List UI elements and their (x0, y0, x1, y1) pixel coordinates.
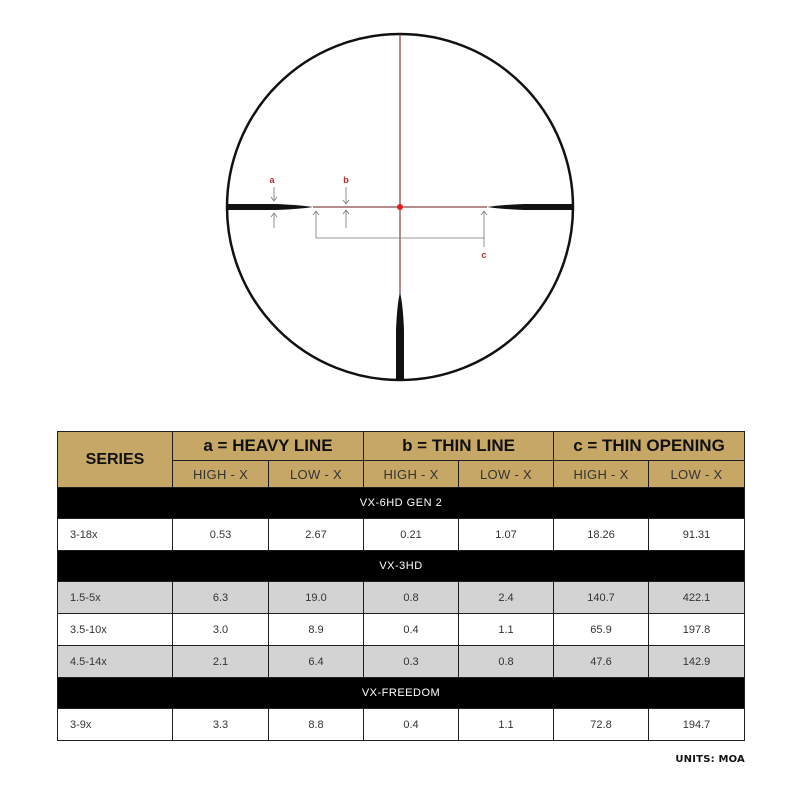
value-cell: 194.7 (649, 709, 745, 741)
value-cell: 1.1 (459, 614, 554, 646)
value-cell: 0.21 (364, 519, 459, 551)
thin-opening-header: c = THIN OPENING (554, 432, 745, 461)
table-row (58, 519, 745, 551)
value-cell: 65.9 (554, 614, 649, 646)
label-a: a (269, 175, 275, 185)
value-cell: 0.8 (364, 582, 459, 614)
value-cell: 197.8 (649, 614, 745, 646)
model-cell: 1.5-5x (58, 582, 173, 614)
section-vx3hd: VX-3HD (58, 551, 745, 582)
model-cell: 3-9x (58, 709, 173, 741)
label-c: c (481, 250, 487, 260)
left-heavy-post (228, 204, 313, 210)
value-cell: 6.4 (269, 646, 364, 678)
value-cell: 2.4 (459, 582, 554, 614)
subheader-low-x: LOW - X (269, 461, 364, 488)
thin-line-header: b = THIN LINE (364, 432, 554, 461)
series-header: SERIES (58, 432, 173, 488)
table-row (58, 709, 745, 741)
right-heavy-post (487, 204, 572, 210)
table-row (58, 614, 745, 646)
model-cell: 3.5-10x (58, 614, 173, 646)
value-cell: 72.8 (554, 709, 649, 741)
section-vx-freedom: VX-FREEDOM (58, 678, 745, 709)
subheader-low-x: LOW - X (649, 461, 745, 488)
value-cell: 2.1 (173, 646, 269, 678)
value-cell: 0.4 (364, 614, 459, 646)
subheader-high-x: HIGH - X (173, 461, 269, 488)
value-cell: 18.26 (554, 519, 649, 551)
value-cell: 140.7 (554, 582, 649, 614)
center-dot (397, 204, 403, 210)
subheader-high-x: HIGH - X (554, 461, 649, 488)
value-cell: 19.0 (269, 582, 364, 614)
value-cell: 0.53 (173, 519, 269, 551)
value-cell: 3.3 (173, 709, 269, 741)
subheader-low-x: LOW - X (459, 461, 554, 488)
value-cell: 6.3 (173, 582, 269, 614)
bottom-heavy-post (396, 292, 404, 380)
value-cell: 142.9 (649, 646, 745, 678)
value-cell: 2.67 (269, 519, 364, 551)
table-row (58, 646, 745, 678)
table-row (58, 582, 745, 614)
value-cell: 1.07 (459, 519, 554, 551)
value-cell: 91.31 (649, 519, 745, 551)
heavy-line-header: a = HEAVY LINE (173, 432, 364, 461)
value-cell: 1.1 (459, 709, 554, 741)
model-cell: 4.5-14x (58, 646, 173, 678)
units-note: UNITS: MOA (675, 754, 745, 765)
subheader-high-x: HIGH - X (364, 461, 459, 488)
reticle-spec-table (57, 431, 745, 741)
value-cell: 8.8 (269, 709, 364, 741)
value-cell: 0.8 (459, 646, 554, 678)
section-vx6hd-gen2: VX-6HD GEN 2 (58, 488, 745, 519)
value-cell: 0.4 (364, 709, 459, 741)
model-cell: 3-18x (58, 519, 173, 551)
value-cell: 0.3 (364, 646, 459, 678)
value-cell: 422.1 (649, 582, 745, 614)
value-cell: 8.9 (269, 614, 364, 646)
value-cell: 47.6 (554, 646, 649, 678)
label-b: b (343, 175, 349, 185)
value-cell: 3.0 (173, 614, 269, 646)
